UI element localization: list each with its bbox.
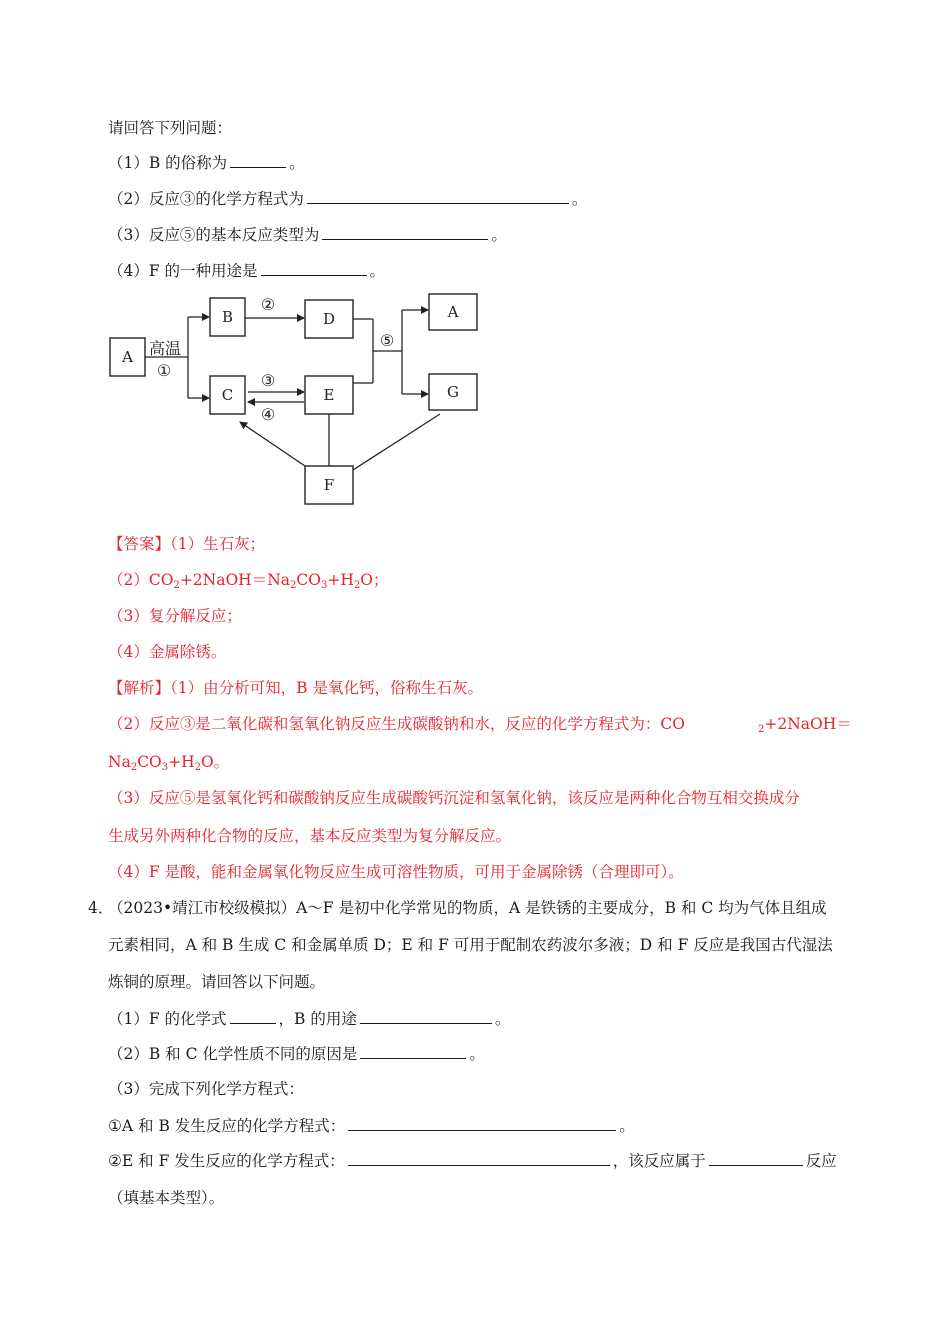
label-A: A bbox=[122, 348, 133, 366]
analysis-2-line-1 bbox=[108, 713, 864, 735]
analysis-line-1 bbox=[108, 677, 483, 699]
answer-2-part: +2NaOH＝Na bbox=[179, 571, 290, 589]
label-B: B bbox=[221, 308, 234, 326]
label-reaction-5: ⑤ bbox=[379, 331, 395, 350]
question-2-text: （2）反应③的化学方程式为 bbox=[108, 190, 304, 208]
q4-line-3: 炼铜的原理。请回答以下问题。 bbox=[108, 973, 326, 991]
label-E: E bbox=[323, 386, 335, 404]
q4-equation-2-text: 反应 bbox=[805, 1152, 837, 1170]
period: 。 bbox=[571, 190, 588, 208]
label-A2: A bbox=[447, 303, 459, 321]
answer-2-part: O； bbox=[360, 571, 389, 589]
analysis-2-part: CO bbox=[137, 753, 162, 771]
question-3-text: （3）反应⑤的基本反应类型为 bbox=[108, 226, 320, 244]
q4-sub-2-text: （2）B 和 C 化学性质不同的原因是 bbox=[108, 1045, 358, 1063]
q4-equation-2-line-2: （填基本类型）。 bbox=[108, 1189, 225, 1207]
answer-blank-1[interactable] bbox=[230, 151, 286, 168]
analysis-2-part: Na bbox=[108, 753, 131, 771]
period: 。 bbox=[491, 226, 507, 244]
label-F: F bbox=[323, 476, 335, 494]
label-reaction-2: ② bbox=[260, 295, 276, 314]
label-G: G bbox=[447, 383, 459, 401]
answer-line-2 bbox=[108, 569, 388, 591]
q4-sub-3: （3）完成下列化学方程式： bbox=[108, 1080, 304, 1098]
subscript: 2 bbox=[130, 762, 138, 773]
period: 。 bbox=[469, 1045, 485, 1063]
question-4 bbox=[108, 259, 385, 282]
label-D: D bbox=[322, 310, 336, 328]
answer-blank-3[interactable] bbox=[322, 223, 488, 240]
answer-2-part: +H bbox=[327, 571, 354, 589]
period: 。 bbox=[494, 1010, 511, 1028]
answer-blank-2[interactable] bbox=[307, 187, 569, 204]
question-1-text: （1）B 的俗称为 bbox=[108, 154, 228, 172]
label-reaction-4: ④ bbox=[260, 405, 276, 424]
analysis-3-line-2: 生成另外两种化合物的反应，基本反应类型为复分解反应。 bbox=[108, 827, 512, 845]
q4-sub-1-text: ，B 的用途 bbox=[278, 1010, 357, 1028]
analysis-3-line-1: （3）反应⑤是氢氧化钙和碳酸钠反应生成碳酸钙沉淀和氢氧化钠，该反应是两种化合物互相交换成分 bbox=[108, 789, 800, 807]
arrow-F-to-C bbox=[240, 422, 305, 466]
answer-blank-4[interactable] bbox=[261, 259, 367, 276]
subscript: 3 bbox=[320, 580, 328, 591]
answer-tag: 【答案】 bbox=[108, 535, 171, 553]
period: 。 bbox=[289, 154, 305, 172]
analysis-2-part: +2NaOH＝ bbox=[764, 715, 852, 733]
question-3 bbox=[108, 223, 507, 246]
answer-blank-equation-1[interactable] bbox=[348, 1114, 616, 1131]
subscript: 2 bbox=[290, 580, 297, 591]
q4-equation-1 bbox=[108, 1114, 635, 1137]
analysis-2-part: +H bbox=[168, 753, 195, 771]
subscript: 2 bbox=[758, 724, 765, 735]
q4-sub-1-text: （1）F 的化学式 bbox=[108, 1010, 227, 1028]
q4-number: 4． bbox=[88, 899, 114, 917]
subscript: 3 bbox=[161, 762, 169, 773]
analysis-1: （1）由分析可知，B 是氧化钙，俗称生石灰。 bbox=[170, 679, 483, 697]
answer-2-part: （2）CO bbox=[108, 571, 174, 589]
intro-text: 请回答下列问题： bbox=[108, 119, 233, 137]
reaction-flow-diagram bbox=[100, 288, 490, 510]
answer-blank-B-use[interactable] bbox=[360, 1007, 492, 1024]
q4-equation-2 bbox=[108, 1149, 837, 1172]
label-C: C bbox=[221, 386, 234, 404]
line-F-G bbox=[353, 414, 440, 470]
subscript: 2 bbox=[194, 762, 202, 773]
answer-blank-reason[interactable] bbox=[360, 1042, 466, 1059]
analysis-4: （4）F 是酸，能和金属氧化物反应生成可溶性物质，可用于金属除锈（合理即可）。 bbox=[108, 863, 684, 881]
answer-2-part: CO bbox=[296, 571, 321, 589]
analysis-2-text: （2）反应③是二氧化碳和氢氧化钠反应生成碳酸钠和水，反应的化学方程式为：CO bbox=[108, 715, 685, 733]
analysis-2-part: O。 bbox=[201, 753, 230, 771]
q4-equation-2-text: ②E 和 F 发生反应的化学方程式： bbox=[108, 1152, 345, 1170]
q4-equation-2-text: ，该反应属于 bbox=[612, 1152, 706, 1170]
q4-sub-2 bbox=[108, 1042, 485, 1065]
subscript: 2 bbox=[173, 580, 180, 591]
answer-blank-reaction-type[interactable] bbox=[709, 1149, 803, 1166]
answer-3: （3）复分解反应； bbox=[108, 607, 242, 625]
question-4-text: （4）F 的一种用途是 bbox=[108, 262, 258, 280]
subscript: 2 bbox=[353, 580, 361, 591]
period: 。 bbox=[619, 1117, 635, 1135]
analysis-2-line-2 bbox=[108, 751, 229, 773]
analysis-2-equation-start bbox=[758, 713, 852, 735]
answer-blank-equation-2[interactable] bbox=[348, 1149, 610, 1166]
answer-line-1 bbox=[108, 533, 265, 555]
answer-4: （4）金属除锈。 bbox=[108, 643, 227, 661]
label-reaction-3: ③ bbox=[260, 371, 276, 390]
label-reaction-1: ① bbox=[156, 361, 172, 380]
question-1 bbox=[108, 151, 305, 174]
question-2 bbox=[108, 187, 587, 210]
q4-sub-1 bbox=[108, 1007, 510, 1030]
answer-1: （1）生石灰； bbox=[170, 535, 266, 553]
q4-equation-1-text: ①A 和 B 发生反应的化学方程式： bbox=[108, 1117, 346, 1135]
label-gaowen: 高温 bbox=[148, 339, 182, 358]
q4-line-1: （2023•靖江市校级模拟）A～F 是初中化学常见的物质，A 是铁锈的主要成分，B 和 C 均为气体且组成 bbox=[108, 899, 827, 917]
q4-line-2: 元素相同，A 和 B 生成 C 和金属单质 D；E 和 F 可用于配制农药波尔多液；D 和 F 反应是我国古代湿法 bbox=[108, 936, 833, 954]
analysis-tag: 【解析】 bbox=[108, 679, 171, 697]
period: 。 bbox=[369, 262, 386, 280]
answer-blank-F-formula[interactable] bbox=[230, 1007, 276, 1024]
